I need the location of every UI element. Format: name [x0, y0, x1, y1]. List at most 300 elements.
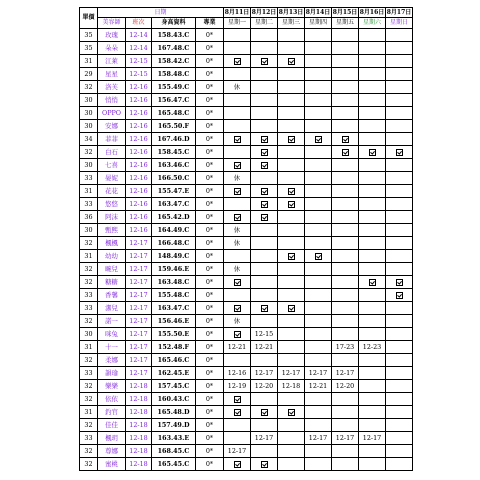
checkbox-icon	[234, 461, 241, 468]
note-cell: 0*	[196, 120, 224, 133]
day-cell	[386, 172, 413, 185]
header-weekday: 星期五	[332, 18, 359, 29]
day-cell: 12-21	[224, 341, 251, 354]
day-cell	[251, 289, 278, 302]
name-cell: 悠悠	[98, 198, 126, 211]
day-cell: 12-18	[278, 380, 305, 393]
name-cell: 楓楓	[98, 237, 126, 250]
checkbox-icon	[234, 409, 241, 416]
day-cell	[359, 94, 386, 107]
batch-cell: 12-17	[126, 354, 152, 367]
day-cell	[278, 185, 305, 198]
checkbox-icon	[369, 279, 376, 286]
day-cell	[359, 159, 386, 172]
day-cell	[251, 159, 278, 172]
price-cell: 31	[80, 406, 98, 419]
price-cell: 30	[80, 120, 98, 133]
profile-cell: 157.45.C	[152, 380, 196, 393]
profile-cell: 160.43.C	[152, 393, 196, 406]
day-cell	[224, 42, 251, 55]
day-cell	[332, 172, 359, 185]
batch-cell: 12-17	[126, 276, 152, 289]
name-cell: 畹兒	[98, 263, 126, 276]
header-date: 8月15日	[332, 8, 358, 16]
day-cell	[359, 81, 386, 94]
day-cell	[359, 133, 386, 146]
day-cell	[278, 250, 305, 263]
day-cell: 休	[224, 315, 251, 328]
profile-cell: 159.46.E	[152, 263, 196, 276]
day-cell	[224, 276, 251, 289]
day-cell: 休	[224, 224, 251, 237]
name-cell: 香馨	[98, 289, 126, 302]
day-cell	[332, 406, 359, 419]
day-cell	[305, 328, 332, 341]
day-cell	[386, 328, 413, 341]
day-cell: 12-20	[332, 380, 359, 393]
checkbox-icon	[315, 136, 322, 143]
header-weekday: 星期六	[359, 18, 386, 29]
header-row-columns	[80, 18, 413, 29]
checkbox-icon	[342, 136, 349, 143]
day-cell: 12-17	[305, 367, 332, 380]
name-cell: 七喜	[98, 159, 126, 172]
day-cell	[305, 107, 332, 120]
batch-cell: 12-18	[126, 445, 152, 458]
checkbox-icon	[261, 149, 268, 156]
profile-cell: 155.48.C	[152, 289, 196, 302]
day-cell	[278, 133, 305, 146]
batch-cell: 12-14	[126, 29, 152, 42]
name-cell: 星星	[98, 68, 126, 81]
day-cell	[386, 211, 413, 224]
day-cell	[224, 185, 251, 198]
day-cell	[332, 224, 359, 237]
day-cell	[359, 354, 386, 367]
name-cell: 甄熙	[98, 224, 126, 237]
name-cell: 晏妮	[98, 172, 126, 185]
day-cell	[224, 55, 251, 68]
day-cell	[332, 237, 359, 250]
table-row	[80, 419, 413, 432]
day-cell	[332, 198, 359, 211]
header-date: 8月14日	[305, 8, 331, 16]
checkbox-icon	[234, 305, 241, 312]
day-cell	[386, 159, 413, 172]
day-cell: 12-19	[224, 380, 251, 393]
profile-cell: 163.43.E	[152, 432, 196, 445]
checkbox-icon	[261, 58, 268, 65]
day-cell	[359, 328, 386, 341]
day-cell	[251, 302, 278, 315]
name-cell: 安娜	[98, 120, 126, 133]
day-cell: 12-17	[332, 432, 359, 445]
table-row	[80, 237, 413, 250]
profile-cell: 168.45.C	[152, 445, 196, 458]
day-cell	[359, 458, 386, 471]
day-cell	[386, 341, 413, 354]
day-cell	[386, 107, 413, 120]
day-cell	[278, 224, 305, 237]
name-cell: 十一	[98, 341, 126, 354]
day-cell	[305, 419, 332, 432]
profile-cell: 155.47.E	[152, 185, 196, 198]
header-name: 美容師	[98, 18, 126, 29]
name-cell: 佳佳	[98, 419, 126, 432]
table-row	[80, 81, 413, 94]
batch-cell: 12-18	[126, 432, 152, 445]
day-cell	[359, 289, 386, 302]
note-cell: 0*	[196, 458, 224, 471]
day-cell	[278, 445, 305, 458]
day-cell	[386, 419, 413, 432]
day-cell	[251, 263, 278, 276]
header-notes: 專業	[196, 18, 224, 29]
table-row	[80, 250, 413, 263]
day-cell: 12-20	[251, 380, 278, 393]
profile-cell: 152.48.F	[152, 341, 196, 354]
name-cell: 咪兔	[98, 328, 126, 341]
price-cell: 30	[80, 159, 98, 172]
header-date: 8月17日	[386, 8, 412, 16]
header-weekday: 星期日	[386, 18, 413, 29]
day-cell	[359, 393, 386, 406]
checkbox-icon	[261, 305, 268, 312]
note-cell: 0*	[196, 289, 224, 302]
day-cell	[386, 185, 413, 198]
checkbox-icon	[288, 58, 295, 65]
day-cell	[386, 94, 413, 107]
day-cell	[332, 29, 359, 42]
day-cell	[251, 393, 278, 406]
profile-cell: 163.46.C	[152, 159, 196, 172]
checkbox-icon	[288, 188, 295, 195]
day-cell: 休	[224, 172, 251, 185]
note-cell: 0*	[196, 367, 224, 380]
header-date: 8月13日	[278, 8, 304, 16]
profile-cell: 157.49.D	[152, 419, 196, 432]
note-cell: 0*	[196, 302, 224, 315]
price-cell: 35	[80, 42, 98, 55]
checkbox-icon	[234, 331, 241, 338]
day-cell	[278, 406, 305, 419]
batch-cell: 12-16	[126, 198, 152, 211]
day-cell	[359, 380, 386, 393]
day-cell	[305, 263, 332, 276]
day-cell: 12-15	[251, 328, 278, 341]
batch-cell: 12-18	[126, 458, 152, 471]
note-cell: 0*	[196, 68, 224, 81]
batch-cell: 12-17	[126, 263, 152, 276]
name-cell: 蜜桃	[98, 458, 126, 471]
day-cell: 12-17	[251, 432, 278, 445]
price-cell: 33	[80, 432, 98, 445]
day-cell	[251, 68, 278, 81]
day-cell	[305, 354, 332, 367]
header-weekday: 星期二	[251, 18, 278, 29]
day-cell	[278, 29, 305, 42]
day-cell	[305, 458, 332, 471]
day-cell	[251, 419, 278, 432]
day-cell	[278, 120, 305, 133]
batch-cell: 12-16	[126, 211, 152, 224]
day-cell	[386, 198, 413, 211]
table-row	[80, 94, 413, 107]
checkbox-icon	[288, 201, 295, 208]
table-row	[80, 432, 413, 445]
table-row	[80, 393, 413, 406]
note-cell: 0*	[196, 146, 224, 159]
price-cell: 32	[80, 354, 98, 367]
day-cell: 12-17	[305, 432, 332, 445]
day-cell	[251, 198, 278, 211]
day-cell	[332, 55, 359, 68]
day-cell	[251, 224, 278, 237]
day-cell	[359, 172, 386, 185]
name-cell: 幼幼	[98, 250, 126, 263]
day-cell	[224, 107, 251, 120]
table-row	[80, 198, 413, 211]
name-cell: 柔娜	[98, 354, 126, 367]
day-cell	[278, 146, 305, 159]
day-cell: 12-17	[359, 432, 386, 445]
day-cell	[359, 224, 386, 237]
day-cell: 休	[224, 237, 251, 250]
table-row	[80, 367, 413, 380]
name-cell: 樂樂	[98, 380, 126, 393]
day-cell	[386, 224, 413, 237]
table-row	[80, 458, 413, 471]
profile-cell: 163.47.C	[152, 302, 196, 315]
day-cell	[278, 107, 305, 120]
price-cell: 36	[80, 211, 98, 224]
day-cell	[251, 146, 278, 159]
profile-cell: 155.49.C	[152, 81, 196, 94]
day-cell	[332, 81, 359, 94]
batch-cell: 12-16	[126, 146, 152, 159]
day-cell	[305, 146, 332, 159]
day-cell	[251, 81, 278, 94]
day-cell	[359, 276, 386, 289]
day-cell	[386, 81, 413, 94]
batch-cell: 12-18	[126, 406, 152, 419]
price-cell: 33	[80, 302, 98, 315]
day-cell	[251, 250, 278, 263]
note-cell: 0*	[196, 315, 224, 328]
batch-cell: 12-15	[126, 55, 152, 68]
day-cell	[359, 198, 386, 211]
day-cell	[359, 315, 386, 328]
day-cell	[359, 42, 386, 55]
table-row	[80, 263, 413, 276]
day-cell	[224, 120, 251, 133]
note-cell: 0*	[196, 107, 224, 120]
day-cell	[386, 250, 413, 263]
day-cell	[359, 250, 386, 263]
checkbox-icon	[261, 201, 268, 208]
day-cell	[251, 94, 278, 107]
note-cell: 0*	[196, 432, 224, 445]
day-cell	[305, 159, 332, 172]
batch-cell: 12-16	[126, 81, 152, 94]
day-cell	[278, 159, 305, 172]
day-cell	[359, 419, 386, 432]
day-cell	[332, 419, 359, 432]
day-cell	[251, 354, 278, 367]
day-cell	[305, 120, 332, 133]
table-row	[80, 107, 413, 120]
day-cell	[305, 250, 332, 263]
name-cell: 花花	[98, 185, 126, 198]
note-cell: 0*	[196, 94, 224, 107]
profile-cell: 158.45.C	[152, 146, 196, 159]
note-cell: 0*	[196, 250, 224, 263]
day-cell	[359, 29, 386, 42]
batch-cell: 12-17	[126, 341, 152, 354]
name-cell: 朵朵	[98, 42, 126, 55]
profile-cell: 165.48.D	[152, 406, 196, 419]
day-cell	[386, 393, 413, 406]
batch-cell: 12-18	[126, 419, 152, 432]
table-row	[80, 276, 413, 289]
day-cell	[224, 354, 251, 367]
name-cell: 洛芙	[98, 81, 126, 94]
day-cell	[386, 302, 413, 315]
day-cell	[332, 276, 359, 289]
checkbox-icon	[234, 136, 241, 143]
day-cell	[251, 29, 278, 42]
day-cell	[305, 224, 332, 237]
table-row	[80, 55, 413, 68]
batch-cell: 12-16	[126, 185, 152, 198]
name-cell: OPPO	[98, 107, 126, 120]
header-unit-price: 單價	[80, 8, 98, 29]
day-cell	[251, 458, 278, 471]
table-row	[80, 172, 413, 185]
day-cell	[224, 289, 251, 302]
price-cell: 32	[80, 146, 98, 159]
day-cell	[386, 354, 413, 367]
day-cell	[224, 146, 251, 159]
day-cell	[305, 341, 332, 354]
price-cell: 32	[80, 263, 98, 276]
day-cell	[251, 42, 278, 55]
day-cell	[251, 55, 278, 68]
day-cell: 休	[224, 263, 251, 276]
name-cell: 白石	[98, 146, 126, 159]
profile-cell: 162.45.E	[152, 367, 196, 380]
day-cell: 12-16	[224, 367, 251, 380]
day-cell	[278, 42, 305, 55]
price-cell: 32	[80, 380, 98, 393]
day-cell	[305, 211, 332, 224]
checkbox-icon	[396, 292, 403, 299]
day-cell	[278, 328, 305, 341]
batch-cell: 12-17	[126, 237, 152, 250]
table-row	[80, 289, 413, 302]
day-cell	[305, 94, 332, 107]
checkbox-icon	[288, 305, 295, 312]
table-row	[80, 29, 413, 42]
note-cell: 0*	[196, 406, 224, 419]
day-cell	[278, 263, 305, 276]
name-cell: 玫瑰	[98, 29, 126, 42]
day-cell	[359, 185, 386, 198]
profile-cell: 167.48.C	[152, 42, 196, 55]
note-cell: 0*	[196, 354, 224, 367]
name-cell: 釣官	[98, 406, 126, 419]
name-cell: 江萊	[98, 55, 126, 68]
table-row	[80, 445, 413, 458]
price-cell: 32	[80, 393, 98, 406]
batch-cell: 12-18	[126, 380, 152, 393]
note-cell: 0*	[196, 198, 224, 211]
note-cell: 0*	[196, 172, 224, 185]
note-cell: 0*	[196, 276, 224, 289]
profile-cell: 165.48.C	[152, 107, 196, 120]
note-cell: 0*	[196, 393, 224, 406]
price-cell: 32	[80, 458, 98, 471]
name-cell: 糖糖	[98, 276, 126, 289]
day-cell	[332, 354, 359, 367]
profile-cell: 158.48.C	[152, 68, 196, 81]
name-cell: 諾一	[98, 315, 126, 328]
day-cell	[278, 172, 305, 185]
day-cell	[278, 81, 305, 94]
batch-cell: 12-16	[126, 107, 152, 120]
header-batch: 班次	[126, 18, 152, 29]
checkbox-icon	[261, 162, 268, 169]
table-row	[80, 341, 413, 354]
day-cell	[332, 68, 359, 81]
day-cell	[278, 276, 305, 289]
day-cell	[359, 120, 386, 133]
header-date-group: 日期	[98, 8, 224, 18]
batch-cell: 12-16	[126, 94, 152, 107]
day-cell	[278, 419, 305, 432]
day-cell	[386, 263, 413, 276]
day-cell	[332, 250, 359, 263]
day-cell	[332, 393, 359, 406]
day-cell	[305, 81, 332, 94]
checkbox-icon	[261, 409, 268, 416]
day-cell	[224, 198, 251, 211]
profile-cell: 163.47.C	[152, 198, 196, 211]
day-cell	[386, 133, 413, 146]
note-cell: 0*	[196, 419, 224, 432]
day-cell	[278, 68, 305, 81]
price-cell: 31	[80, 341, 98, 354]
day-cell	[305, 276, 332, 289]
day-cell	[332, 159, 359, 172]
day-cell	[278, 432, 305, 445]
day-cell	[224, 29, 251, 42]
header-date: 8月12日	[251, 8, 277, 16]
batch-cell: 12-17	[126, 315, 152, 328]
day-cell	[332, 263, 359, 276]
day-cell	[278, 289, 305, 302]
day-cell	[278, 55, 305, 68]
price-cell: 33	[80, 198, 98, 211]
profile-cell: 165.46.C	[152, 354, 196, 367]
day-cell	[386, 380, 413, 393]
price-cell: 30	[80, 107, 98, 120]
day-cell	[332, 120, 359, 133]
price-cell: 33	[80, 289, 98, 302]
checkbox-icon	[234, 279, 241, 286]
batch-cell: 12-16	[126, 120, 152, 133]
day-cell	[386, 55, 413, 68]
